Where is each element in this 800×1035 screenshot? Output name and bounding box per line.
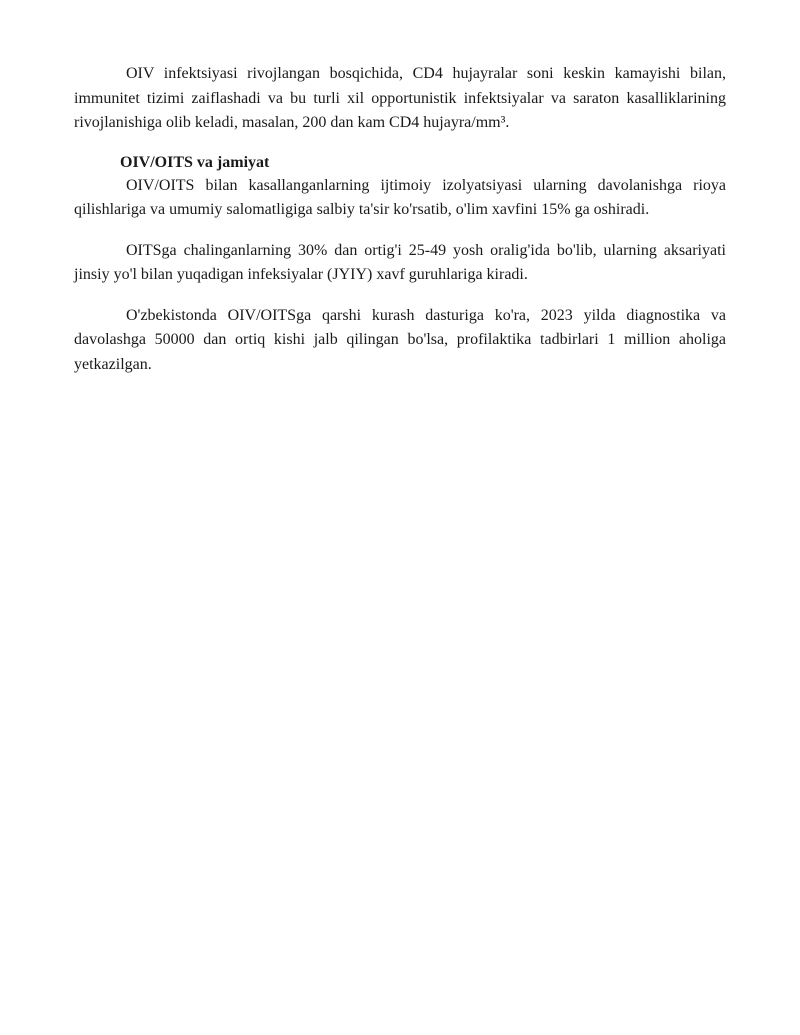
paragraph-cd4: OIV infektsiyasi rivojlangan bosqichida, CD4 hujayralar soni keskin kamayishi bilan, immunitet tizimi zaiflashadi va bu turli xil opportunistik infektsiyalar va saraton kasalliklarining rivojlanishiga olib keladi, masalan, 200 dan kam CD4 hujayra/mm³. (74, 65, 726, 131)
paragraph-uzbekistan-program: O'zbekistonda OIV/OITSga qarshi kurash dasturiga ko'ra, 2023 yilda diagnostika va davolashga 50000 dan ortiq kishi jalb qilingan bo'lsa, profilaktika tadbirlari 1 million aholiga yetkazilgan. (74, 306, 726, 373)
paragraph-age-group: OITSga chalinganlarning 30% dan ortig'i 25-49 yosh oralig'ida bo'lib, ularning aksariyati jinsiy yo'l bilan yuqadigan infeksiyalar (JYIY) xavf guruhlariga kiradi. (74, 241, 726, 283)
section-heading: OIV/OITS va jamiyat (120, 153, 270, 171)
document-page (74, 62, 726, 377)
paragraph-social-isolation: OIV/OITS bilan kasallanganlarning ijtimoiy izolyatsiyasi ularning davolanishga rioya qilishlariga va umumiy salomatligiga salbiy ta'sir ko'rsatib, o'lim xavfini 15% ga oshiradi. (74, 176, 726, 218)
